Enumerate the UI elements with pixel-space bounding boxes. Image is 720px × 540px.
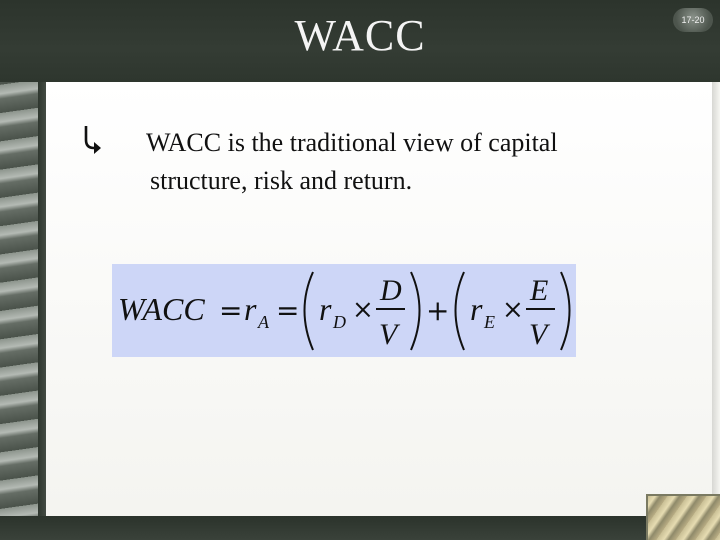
left-paren-2 xyxy=(456,272,465,350)
formula-equals-2: = xyxy=(276,294,300,327)
formula-numerator-e: E xyxy=(530,274,549,307)
right-paren-2 xyxy=(561,272,570,350)
wacc-formula xyxy=(112,264,576,357)
formula-sub-a: A xyxy=(258,312,269,332)
formula-r-a: r xyxy=(244,291,257,327)
formula-times-1: × xyxy=(352,295,374,325)
formula-denominator-v-2: V xyxy=(529,318,548,351)
formula-graphic xyxy=(112,264,576,357)
right-edge-shade xyxy=(712,82,720,540)
slide-title: WACC xyxy=(294,11,426,60)
formula-numerator-d: D xyxy=(380,274,402,307)
formula-times-2: × xyxy=(502,295,524,325)
formula-lhs: WACC xyxy=(118,291,205,327)
arrow-hook-icon xyxy=(79,124,105,154)
right-paren-1 xyxy=(411,272,420,350)
formula-r-e: r xyxy=(470,291,483,327)
formula-sub-d: D xyxy=(333,312,346,332)
page-number-badge: 17-20 xyxy=(673,8,713,32)
formula-denominator-v-1: V xyxy=(379,318,398,351)
bullet-text xyxy=(146,124,616,200)
bullet-line-1: WACC is the traditional view of capital xyxy=(146,128,558,157)
bottom-bar xyxy=(0,516,720,540)
formula-sub-e: E xyxy=(484,312,495,332)
left-paren-1 xyxy=(305,272,314,350)
bullet-line-2: structure, risk and return. xyxy=(150,166,413,195)
formula-r-d: r xyxy=(319,291,332,327)
corner-decorative-image xyxy=(646,494,720,540)
formula-plus: + xyxy=(426,294,450,327)
formula-equals-1: = xyxy=(219,294,243,327)
